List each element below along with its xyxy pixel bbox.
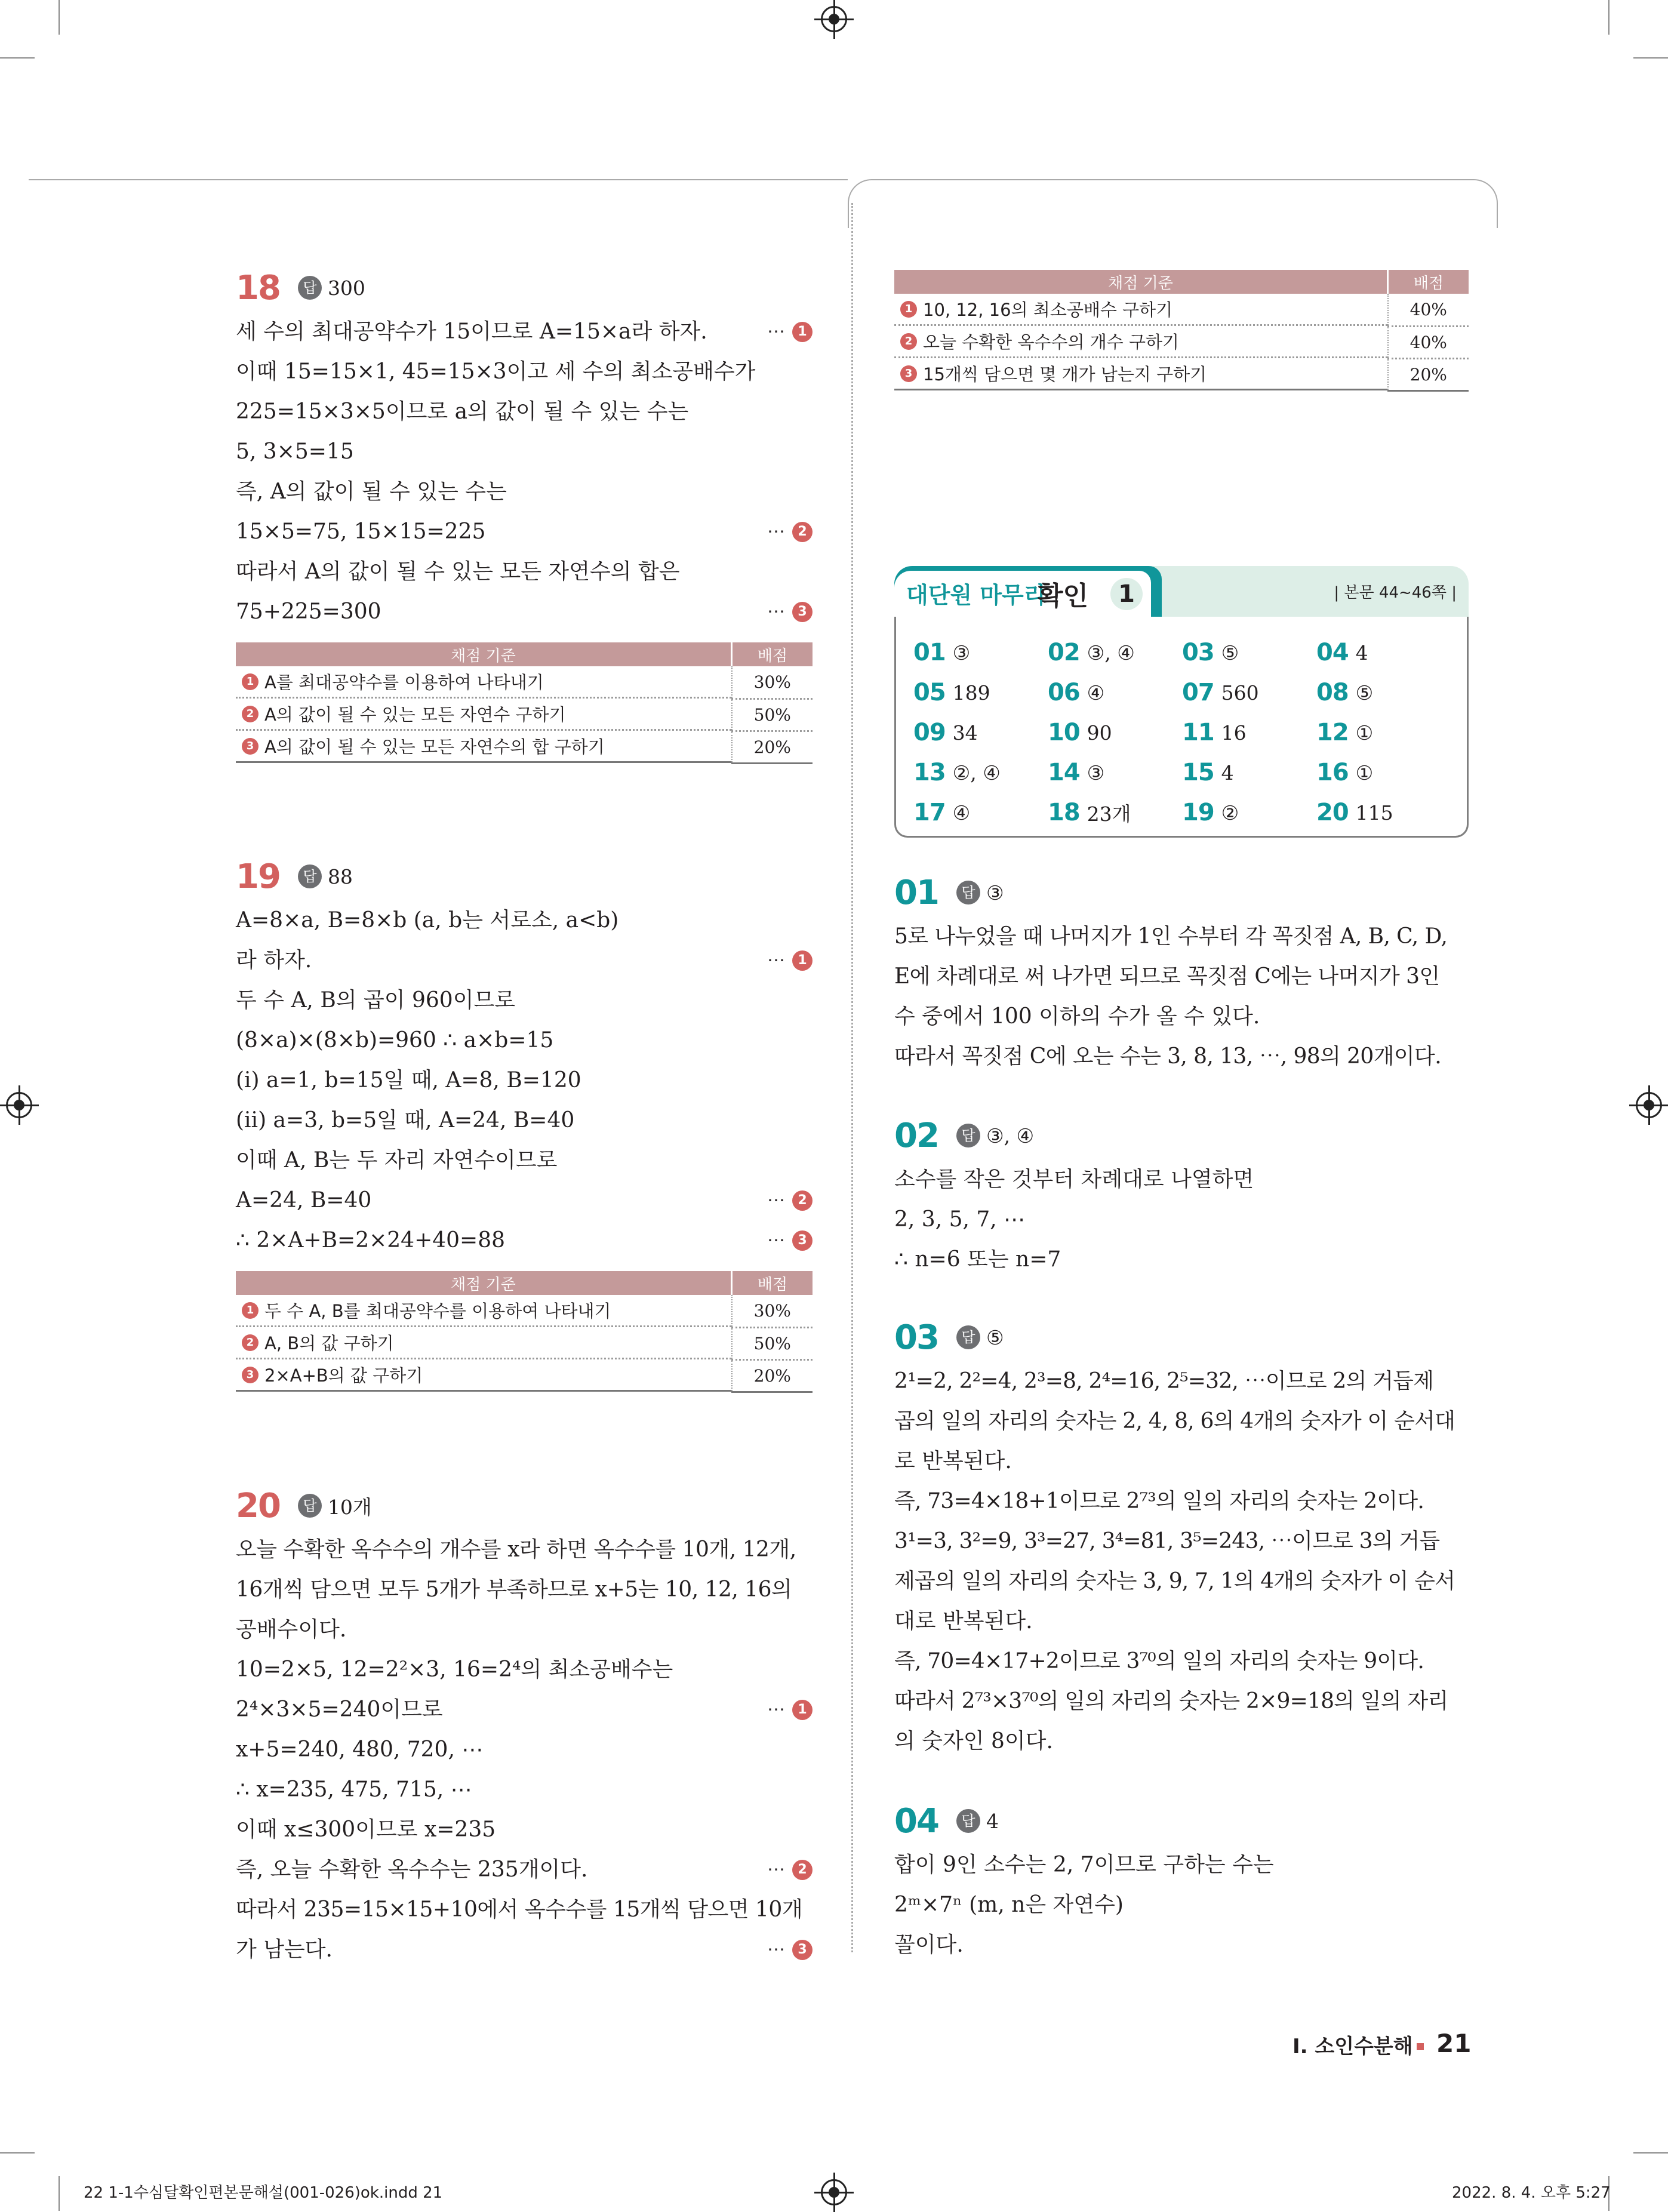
- answer-value: 4: [986, 1809, 999, 1833]
- solution-line: 가 남는다. ⋯ 3: [236, 1930, 813, 1970]
- solution-line: 2¹=2, 2²=4, 2³=8, 2⁴=16, 2⁵=32, ⋯이므로 2의 거듭제: [894, 1369, 1434, 1393]
- solution-line: 75+225=300 ⋯ 3: [236, 592, 813, 632]
- solution-line: 로 반복된다.: [894, 1449, 1012, 1473]
- answer-item: [1316, 635, 1368, 670]
- step-marker-2: ⋯ 2: [767, 512, 813, 552]
- page-number: 21: [1436, 2029, 1472, 2058]
- answer-item-number: 11: [1182, 719, 1214, 746]
- answer-item-number: 20: [1316, 799, 1349, 826]
- solution-line: 소수를 작은 것부터 차례대로 나열하면: [894, 1167, 1254, 1192]
- answer-icon: 답: [956, 881, 980, 905]
- answer-item-value: 90: [1087, 721, 1112, 744]
- question-18: [236, 264, 813, 764]
- solution-line: 오늘 수확한 옥수수의 개수를 x라 하면 옥수수를 10개, 12개,: [236, 1537, 796, 1562]
- answer-item-value: ④: [952, 801, 971, 824]
- question-19: [236, 853, 813, 1393]
- review-title: 대단원 마무리: [906, 582, 1046, 608]
- table-row: 3 15개씩 담으면 몇 개가 남는지 구하기 20%: [894, 358, 1469, 390]
- review-page-ref: | 본문 44~46쪽 |: [1334, 584, 1457, 602]
- solution-line: 두 수 A, B의 곱이 960이므로: [236, 988, 516, 1013]
- solution-01-header: [894, 869, 1469, 916]
- footer-bullet: [1417, 2043, 1424, 2050]
- solution-line: (ⅰ) a=1, b=15일 때, A=8, B=120: [236, 1068, 581, 1093]
- table-row: 2 A의 값이 될 수 있는 모든 자연수 구하기 50%: [236, 699, 813, 731]
- question-20-header: [236, 1482, 813, 1530]
- registration-mark-top: [821, 6, 847, 32]
- registration-mark-bottom: [821, 2179, 847, 2205]
- answer-item-number: 07: [1182, 679, 1214, 706]
- question-20: [236, 1482, 813, 1970]
- answer-item-value: ⑤: [1355, 681, 1374, 704]
- answer-icon: 답: [298, 1494, 322, 1518]
- answer-item: [913, 675, 990, 710]
- answer-icon: 답: [298, 865, 322, 888]
- column-divider: [851, 203, 853, 1952]
- answer-item-value: ③: [1087, 761, 1105, 784]
- answer-item: [1182, 755, 1234, 790]
- crop-mark-top-left: [59, 0, 60, 35]
- question-number: 18: [236, 268, 280, 307]
- answer-item-number: 09: [913, 719, 946, 746]
- solution-line: 이때 x≤300이므로 x=235: [236, 1817, 496, 1842]
- solution-line: 의 숫자인 8이다.: [894, 1729, 1053, 1753]
- header-rule-left: [29, 179, 848, 180]
- answer-icon: 답: [956, 1809, 980, 1833]
- answer-item-value: ③: [952, 641, 971, 664]
- solution-line: 10=2×5, 12=2²×3, 16=2⁴의 최소공배수는: [236, 1657, 673, 1682]
- crop-mark-bottom-left: [59, 2176, 60, 2211]
- solution-number: 03: [894, 1318, 938, 1357]
- solution-number: 02: [894, 1116, 938, 1155]
- answer-item-number: 03: [1182, 639, 1214, 666]
- answer-icon: 답: [956, 1325, 980, 1349]
- answer-item-value: ①: [1355, 761, 1374, 784]
- answer-item: [913, 755, 1001, 790]
- question-19-header: [236, 853, 813, 900]
- solution-line: 즉, 70=4×17+2이므로 3⁷⁰의 일의 자리의 숫자는 9이다.: [894, 1649, 1424, 1673]
- review-title-check: 확인: [1038, 581, 1089, 611]
- review-solution-02: [894, 1112, 1469, 1279]
- answer-item: [913, 715, 978, 750]
- question-number: 19: [236, 857, 280, 896]
- solution-number: 04: [894, 1801, 938, 1841]
- step-marker-1: ⋯ 1: [767, 1690, 813, 1730]
- answer-icon: 답: [956, 1124, 980, 1147]
- solution-line: 대로 반복된다.: [894, 1609, 1033, 1633]
- solution-line: A=8×a, B=8×b (a, b는 서로소, a<b): [236, 908, 619, 933]
- solution-line: 따라서 꼭짓점 C에 오는 수는 3, 8, 13, ⋯, 98의 20개이다.: [894, 1044, 1442, 1069]
- solution-line: ∴ 2×A+B=2×24+40=88 ⋯ 3: [236, 1220, 813, 1260]
- answer-item: [1048, 795, 1131, 830]
- solution-line: 제곱의 일의 자리의 숫자는 3, 9, 7, 1의 4개의 숫자가 이 순서: [894, 1569, 1455, 1593]
- step-marker-2: ⋯ 2: [767, 1850, 813, 1890]
- crop-mark-left-bottom: [0, 2152, 35, 2153]
- solution-line: 따라서 A의 값이 될 수 있는 모든 자연수의 합은: [236, 559, 680, 584]
- question-number: 20: [236, 1486, 280, 1525]
- table-row: 3 A의 값이 될 수 있는 모든 자연수의 합 구하기 20%: [236, 731, 813, 763]
- solution-02-header: [894, 1112, 1469, 1159]
- answer-item: [1048, 675, 1104, 710]
- answer-item-number: 08: [1316, 679, 1349, 706]
- solution-line: 합이 9인 소수는 2, 7이므로 구하는 수는: [894, 1853, 1274, 1877]
- solution-line: 라 하자. ⋯ 1: [236, 940, 813, 980]
- solution-line: 5, 3×5=15: [236, 439, 354, 464]
- answer-item-value: 189: [952, 681, 990, 704]
- answer-item: [1316, 675, 1373, 710]
- table-row: 2 A, B의 값 구하기 50%: [236, 1327, 813, 1359]
- solution-line: 따라서 2⁷³×3⁷⁰의 일의 자리의 숫자는 2×9=18의 일의 자리: [894, 1689, 1448, 1713]
- solution-line: A=24, B=40 ⋯ 2: [236, 1180, 813, 1220]
- crop-mark-right-top: [1633, 57, 1668, 59]
- answer-value: ⑤: [986, 1325, 1004, 1349]
- answer-item-number: 04: [1316, 639, 1349, 666]
- answer-item-number: 15: [1182, 759, 1214, 786]
- solution-line: 곱의 일의 자리의 숫자는 2, 4, 8, 6의 4개의 숫자가 이 순서대: [894, 1409, 1455, 1433]
- answer-item-value: 16: [1221, 721, 1247, 744]
- step-marker-2: ⋯ 2: [767, 1180, 813, 1220]
- step-marker-1: ⋯ 1: [767, 940, 813, 980]
- answer-item-number: 19: [1182, 799, 1214, 826]
- answer-item-value: ③, ④: [1087, 641, 1135, 664]
- step-marker-3: ⋯ 3: [767, 1220, 813, 1260]
- solution-line: x+5=240, 480, 720, ⋯: [236, 1737, 484, 1762]
- scoring-table: 채점 기준 배점 1 10, 12, 16의 최소공배수 구하기 40% 2 오늘 수확한 옥수수의 개수 구하기 40% 3 15개씩 담으면 몇 개가 남는지 구하기 20%: [894, 270, 1469, 392]
- answer-value: 88: [327, 865, 353, 888]
- answer-item: [1182, 795, 1239, 830]
- step-marker-3: ⋯ 3: [767, 1930, 813, 1970]
- solution-line: 수 중에서 100 이하의 수가 올 수 있다.: [894, 1004, 1260, 1029]
- crop-mark-right-bottom: [1633, 2152, 1668, 2153]
- answer-item: [1316, 715, 1373, 750]
- scoring-table: 채점 기준 배점 1 두 수 A, B를 최대공약수를 이용하여 나타내기 30% 2 A, B의 값 구하기 50% 3 2×A+B의 값 구하기 20%: [236, 1271, 813, 1393]
- answer-item-number: 17: [913, 799, 946, 826]
- review-number: 1: [1110, 578, 1143, 610]
- registration-mark-left: [6, 1092, 32, 1118]
- review-solution-04: [894, 1797, 1469, 1965]
- solution-line: 2, 3, 5, 7, ⋯: [894, 1207, 1026, 1232]
- answer-value: 10개: [327, 1495, 372, 1519]
- file-slug: 22 1-1수심달확인편본문해설(001-026)ok.indd 21: [84, 2184, 443, 2202]
- answer-item-number: 05: [913, 679, 946, 706]
- solution-number: 01: [894, 873, 938, 912]
- answer-item-value: ②: [1221, 801, 1239, 824]
- solution-line: 이때 15=15×1, 45=15×3이고 세 수의 최소공배수가: [236, 359, 756, 384]
- answer-item: [1182, 635, 1239, 670]
- print-timestamp: 2022. 8. 4. 오후 5:27: [1452, 2184, 1611, 2202]
- answer-item: [1316, 755, 1373, 790]
- answer-value: ③: [986, 881, 1004, 905]
- review-solution-01: [894, 869, 1469, 1076]
- answer-item: [913, 635, 970, 670]
- solution-line: 2⁴×3×5=240이므로 ⋯ 1: [236, 1690, 813, 1730]
- answer-item: [1182, 675, 1259, 710]
- solution-line: 이때 A, B는 두 자리 자연수이므로: [236, 1148, 558, 1173]
- answer-item: [1316, 795, 1393, 830]
- solution-line: (8×a)×(8×b)=960 ∴ a×b=15: [236, 1028, 554, 1053]
- answer-item-value: 4: [1355, 641, 1368, 664]
- crop-mark-left-top: [0, 57, 35, 59]
- answer-item: [1048, 635, 1135, 670]
- table-row: 1 두 수 A, B를 최대공약수를 이용하여 나타내기 30%: [236, 1295, 813, 1327]
- solution-line: 세 수의 최대공약수가 15이므로 A=15×a라 하자. ⋯ 1: [236, 312, 813, 352]
- answer-icon: 답: [298, 276, 322, 300]
- answer-item-number: 12: [1316, 719, 1349, 746]
- solution-line: E에 차례대로 써 나가면 되므로 꼭짓점 C에는 나머지가 3인: [894, 964, 1440, 989]
- answer-item-number: 06: [1048, 679, 1080, 706]
- answer-item-number: 16: [1316, 759, 1349, 786]
- solution-line: 225=15×3×5이므로 a의 값이 될 수 있는 수는: [236, 399, 689, 424]
- answer-item-number: 01: [913, 639, 946, 666]
- question-18-header: [236, 264, 813, 312]
- solution-line: ∴ n=6 또는 n=7: [894, 1247, 1061, 1272]
- answer-item-value: 4: [1221, 761, 1234, 784]
- solution-line: 15×5=75, 15×15=225 ⋯ 2: [236, 512, 813, 552]
- answer-item-value: 34: [952, 721, 978, 744]
- table-row: 2 오늘 수확한 옥수수의 개수 구하기 40%: [894, 326, 1469, 358]
- answer-item-value: ⑤: [1221, 641, 1239, 664]
- question-20-scoring: [894, 270, 1469, 392]
- answer-item-value: ②, ④: [952, 761, 1001, 784]
- answer-item-value: ④: [1087, 681, 1105, 704]
- section-title: Ⅰ. 소인수분해: [1292, 2035, 1413, 2059]
- answer-item: [1048, 715, 1112, 750]
- solution-line: 16개씩 담으면 모두 5개가 부족하므로 x+5는 10, 12, 16의: [236, 1577, 792, 1602]
- answer-item-value: ①: [1355, 721, 1374, 744]
- solution-line: 2ᵐ×7ⁿ (m, n은 자연수): [894, 1893, 1124, 1917]
- solution-line: 따라서 235=15×15+10에서 옥수수를 15개씩 담으면 10개: [236, 1897, 803, 1922]
- answer-item-number: 18: [1048, 799, 1080, 826]
- answer-value: ③, ④: [986, 1124, 1035, 1147]
- crop-mark-top-right: [1608, 0, 1609, 35]
- answer-item-number: 02: [1048, 639, 1080, 666]
- answer-item: [1048, 755, 1104, 790]
- answer-item: [1182, 715, 1247, 750]
- solution-line: 꼴이다.: [894, 1933, 964, 1957]
- solution-line: 3¹=3, 3²=9, 3³=27, 3⁴=81, 3⁵=243, ⋯이므로 3의 거듭: [894, 1529, 1440, 1553]
- solution-line: 즉, 73=4×18+1이므로 2⁷³의 일의 자리의 숫자는 2이다.: [894, 1489, 1424, 1513]
- table-row: 1 10, 12, 16의 최소공배수 구하기 40%: [894, 294, 1469, 326]
- solution-line: (ⅱ) a=3, b=5일 때, A=24, B=40: [236, 1108, 575, 1133]
- answer-item-number: 10: [1048, 719, 1080, 746]
- solution-03-header: [894, 1313, 1469, 1361]
- review-solution-03: [894, 1313, 1469, 1761]
- solution-line: 공배수이다.: [236, 1617, 347, 1642]
- solution-line: 즉, A의 값이 될 수 있는 수는: [236, 479, 507, 504]
- solution-04-header: [894, 1797, 1469, 1845]
- answer-item-number: 13: [913, 759, 946, 786]
- scoring-table: 채점 기준 배점 1 A를 최대공약수를 이용하여 나타내기 30% 2 A의 값이 될 수 있는 모든 자연수 구하기 50% 3 A의 값이 될 수 있는 모든 자연수의 합 구하기 20%: [236, 642, 813, 764]
- answer-item-value: 115: [1355, 801, 1393, 824]
- table-row: 3 2×A+B의 값 구하기 20%: [236, 1359, 813, 1392]
- solution-line: 5로 나누었을 때 나머지가 1인 수부터 각 꼭짓점 A, B, C, D,: [894, 924, 1448, 949]
- header-rule-right: [848, 179, 1498, 228]
- answer-item-number: 14: [1048, 759, 1080, 786]
- registration-mark-right: [1636, 1092, 1662, 1118]
- answer-value: 300: [327, 276, 365, 300]
- step-marker-1: ⋯ 1: [767, 312, 813, 352]
- solution-line: ∴ x=235, 475, 715, ⋯: [236, 1777, 472, 1802]
- step-marker-3: ⋯ 3: [767, 592, 813, 632]
- answer-item-value: 560: [1221, 681, 1259, 704]
- table-row: 1 A를 최대공약수를 이용하여 나타내기 30%: [236, 666, 813, 699]
- solution-line: 즉, 오늘 수확한 옥수수는 235개이다. ⋯ 2: [236, 1850, 813, 1890]
- answer-item-value: 23개: [1087, 802, 1131, 826]
- review-answer-box: [894, 566, 1469, 838]
- answer-item: [913, 795, 970, 830]
